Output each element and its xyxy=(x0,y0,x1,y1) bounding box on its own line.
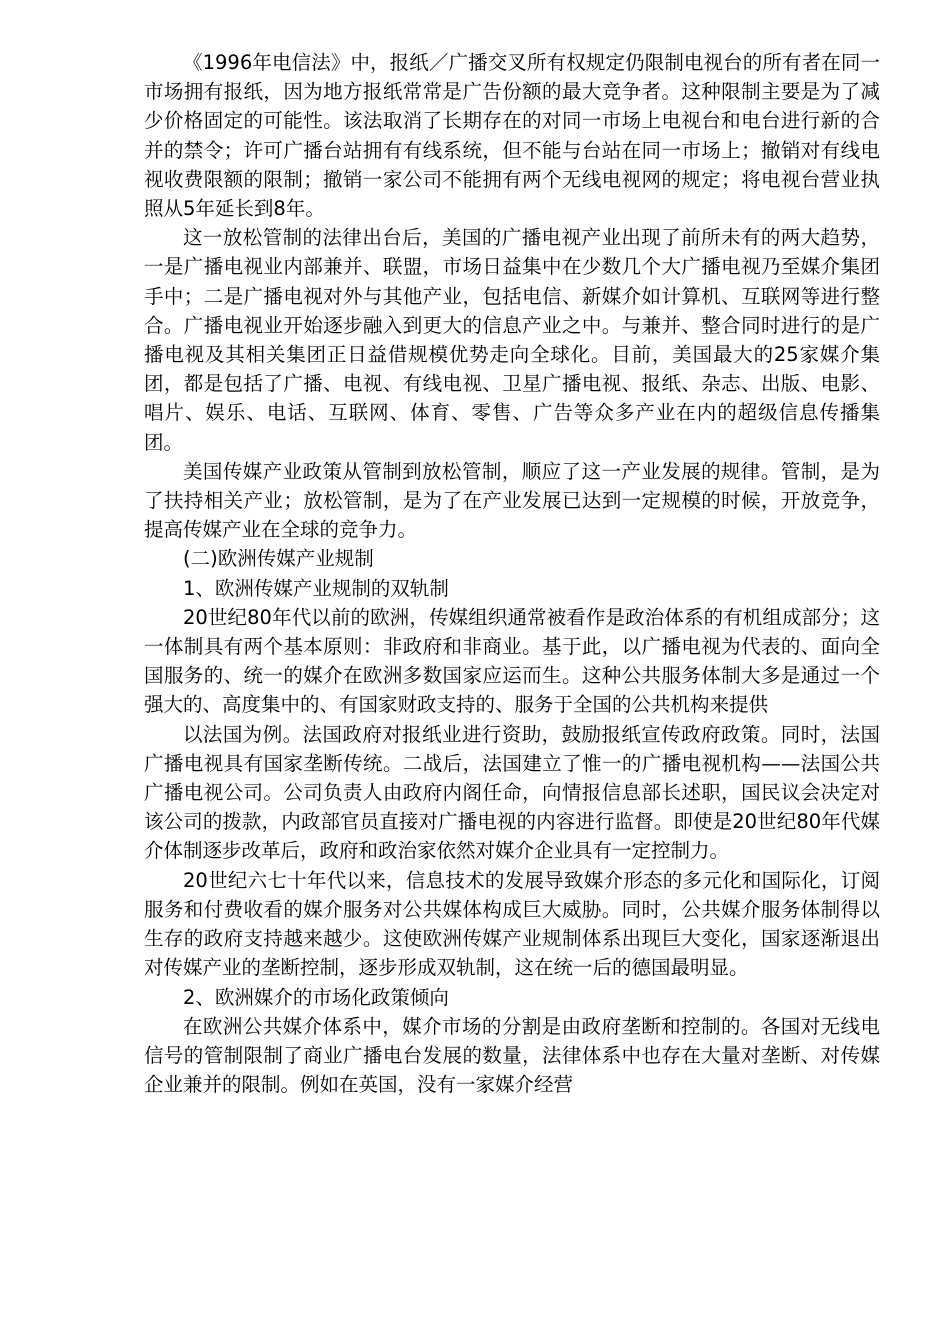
section-heading-europe: (二)欧洲传媒产业规制 xyxy=(183,547,374,571)
subsection-heading-dual-track: 1、欧洲传媒产业规制的双轨制 xyxy=(183,576,449,600)
subsection-heading-marketization: 2、欧洲媒介的市场化政策倾向 xyxy=(183,985,449,1009)
paragraph-public-media-system: 在欧洲公共媒介体系中，媒介市场的分割是由政府垄断和控制的。各国对无线电信号的管制限制了商业广播电台发展的数量，法律体系中也存在大量对垄断、对传媒企业兼并的限制。例如在英国，没有一家媒介经营 xyxy=(144,1014,880,1097)
paragraph-europe-before-1980s: 20世纪80年代以前的欧洲，传媒组织通常被看作是政治体系的有机组成部分；这一体制具有两个基本原则：非政府和非商业。基于此，以广播电视为代表的、面向全国服务的、统一的媒介在欧洲多数国家应运而生。这种公共服务体制大多是通过一个强大的、高度集中的、有国家财政支持的、服务于全国的公共机构来提供 xyxy=(144,605,880,717)
document-page xyxy=(144,48,880,1099)
paragraph-us-policy-summary: 美国传媒产业政策从管制到放松管制，顺应了这一产业发展的规律。管制，是为了扶持相关产业；放松管制，是为了在产业发展已达到一定规模的时候，开放竞争，提高传媒产业在全球的竞争力。 xyxy=(144,459,880,542)
paragraph-us-deregulation-trends: 这一放松管制的法律出台后，美国的广播电视产业出现了前所未有的两大趋势，一是广播电视业内部兼并、联盟，市场日益集中在少数几个大广播电视乃至媒介集团手中；二是广播电视对外与其他产业，包括电信、新媒介如计算机、互联网等进行整合。广播电视业开始逐步融入到更大的信息产业之中。与兼并、整合同时进行的是广播电视及其相关集团正日益借规模优势走向全球化。目前，美国最大的25家媒介集团，都是包括了广播、电视、有线电视、卫星广播电视、报纸、杂志、出版、电影、唱片、娱乐、电话、互联网、体育、零售、广告等众多产业在内的超级信息传播集团。 xyxy=(144,226,880,454)
paragraph-information-technology-change: 20世纪六七十年代以来，信息技术的发展导致媒介形态的多元化和国际化，订阅服务和付费收看的媒介服务对公共媒体构成巨大威胁。同时，公共媒介服务体制得以生存的政府支持越来越少。这使欧洲传媒产业规制体系出现巨大变化，国家逐渐退出对传媒产业的垄断控制，逐步形成双轨制，这在统一后的德国最明显。 xyxy=(144,868,880,980)
paragraph-france-example: 以法国为例。法国政府对报纸业进行资助，鼓励报纸宣传政府政策。同时，法国广播电视具有国家垄断传统。二战后，法国建立了惟一的广播电视机构——法国公共广播电视公司。公司负责人由政府内阁任命，向情报信息部长述职，国民议会决定对该公司的拨款，内政部官员直接对广播电视的内容进行监督。即使是20世纪80年代媒介体制逐步改革后，政府和政治家依然对媒介企业具有一定控制力。 xyxy=(144,722,880,863)
paragraph-telecom-act-1996: 《1996年电信法》中，报纸／广播交叉所有权规定仍限制电视台的所有者在同一市场拥有报纸，因为地方报纸常常是广告份额的最大竞争者。这种限制主要是为了减少价格固定的可能性。该法取消了长期存在的对同一市场上电视台和电台进行新的合并的禁令；许可广播台站拥有有线系统，但不能与台站在同一市场上；撤销对有线电视收费限额的限制；撤销一家公司不能拥有两个无线电视网的规定；将电视台营业执照从5年延长到8年。 xyxy=(144,51,880,221)
